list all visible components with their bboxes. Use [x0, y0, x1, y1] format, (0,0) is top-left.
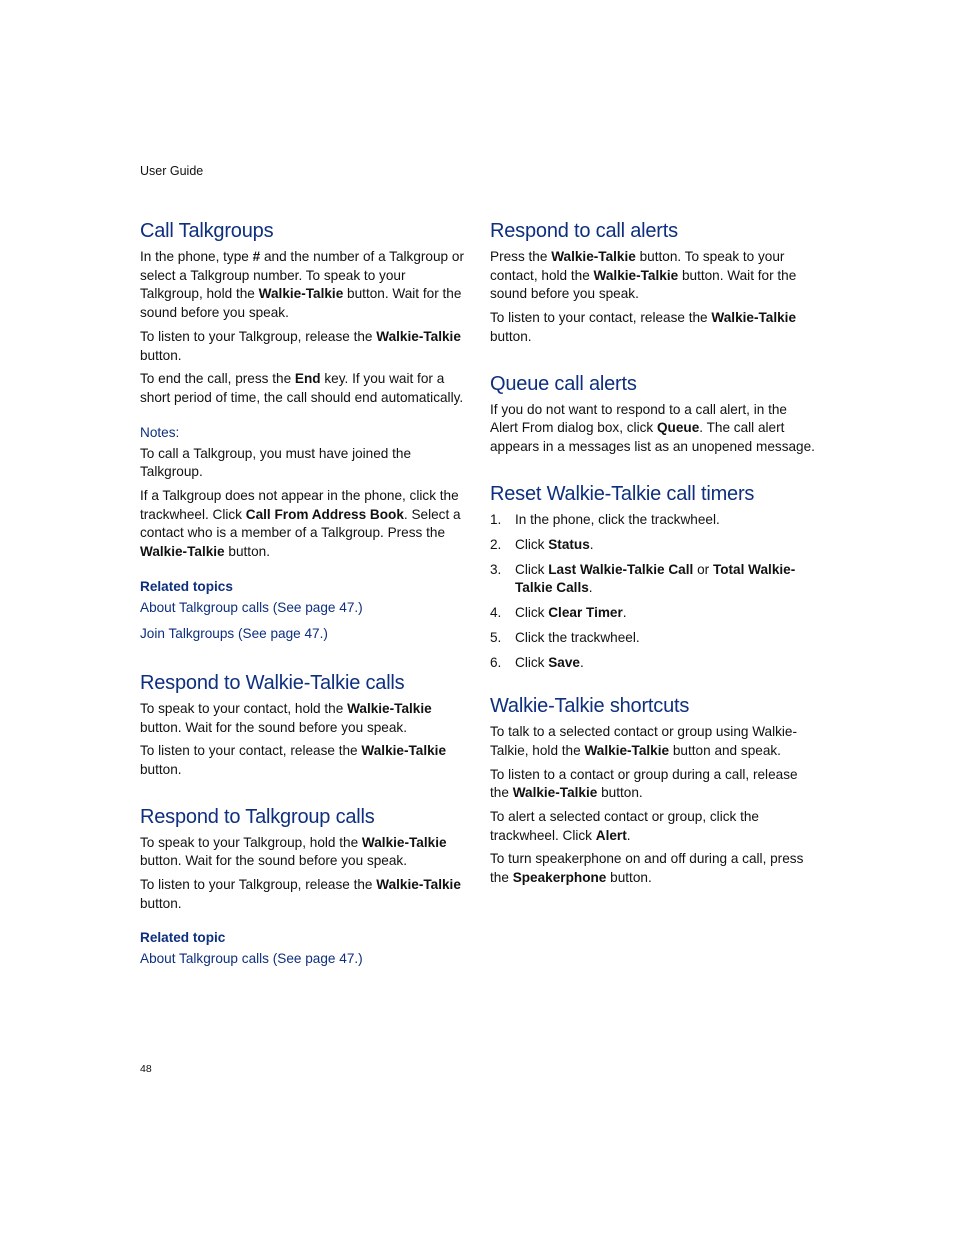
- paragraph: In the phone, type # and the number of a Talkgroup or select a Talkgroup number. To speak to your Talkgroup, hold the Walkie-Talkie button. Wait for the sound before you speak.: [140, 249, 464, 321]
- right-column: [490, 218, 816, 893]
- related-topic-heading: Related topic: [140, 930, 226, 946]
- paragraph: To end the call, press the End key. If you wait for a short period of time, the call should end automatically.: [140, 371, 464, 405]
- section-queue-call-alerts: [490, 371, 816, 457]
- section-call-talkgroups: [140, 218, 468, 643]
- paragraph: To listen to your contact, release the Walkie-Talkie button.: [140, 743, 447, 777]
- section-respond-call-alerts: [490, 218, 816, 347]
- paragraph: To listen to your Talkgroup, release the Walkie-Talkie button.: [140, 877, 461, 911]
- section-title: Respond to call alerts: [490, 220, 678, 242]
- list-item: 3. Click Last Walkie-Talkie Call or Total Walkie-Talkie Calls.: [490, 561, 796, 596]
- list-item: 2. Click Status.: [490, 536, 594, 552]
- section-title: Queue call alerts: [490, 372, 637, 395]
- related-topics-heading: Related topics: [140, 578, 233, 594]
- note: To call a Talkgroup, you must have joined the Talkgroup.: [140, 445, 412, 480]
- list-item: 6. Click Save.: [490, 655, 584, 671]
- link-about-talkgroup-calls[interactable]: About Talkgroup calls (See page 47.): [140, 599, 363, 615]
- steps-list: [490, 511, 816, 673]
- paragraph: To speak to your Talkgroup, hold the Walkie-Talkie button. Wait for the sound before you speak.: [140, 834, 447, 869]
- section-title: Reset Walkie-Talkie call timers: [490, 482, 755, 505]
- section-title: Walkie-Talkie shortcuts: [490, 695, 690, 718]
- paragraph: If you do not want to respond to a call alert, in the Alert From dialog box, click Queue. The call alert appears in a messages list as an unopened message.: [490, 401, 815, 454]
- paragraph: To turn speakerphone on and off during a call, press the Speakerphone button.: [490, 851, 804, 886]
- paragraph: To talk to a selected contact or group using Walkie-Talkie, hold the Walkie-Talkie button and speak.: [490, 724, 798, 758]
- running-header: User Guide: [140, 164, 204, 178]
- paragraph: To speak to your contact, hold the Walkie-Talkie button. Wait for the sound before you speak.: [140, 700, 432, 735]
- paragraph: To listen to your Talkgroup, release the Walkie-Talkie button.: [140, 328, 461, 363]
- section-title: Call Talkgroups: [140, 220, 274, 242]
- section-title: Respond to Walkie-Talkie calls: [140, 671, 405, 694]
- notes-heading: Notes:: [140, 424, 180, 440]
- note: If a Talkgroup does not appear in the phone, click the trackwheel. Click Call From Address Book. Select a contact who is a member of a Talkgroup. Press the Walkie-Talkie button.: [140, 488, 461, 560]
- section-reset-call-timers: [490, 481, 816, 673]
- left-column: [140, 218, 468, 976]
- paragraph: To listen to your contact, release the Walkie-Talkie button.: [490, 310, 797, 344]
- link-about-talkgroup-calls[interactable]: About Talkgroup calls (See page 47.): [140, 951, 363, 967]
- list-item: 4. Click Clear Timer.: [490, 605, 627, 621]
- section-walkie-talkie-shortcuts: [490, 693, 816, 888]
- paragraph: To listen to a contact or group during a call, release the Walkie-Talkie button.: [490, 766, 798, 801]
- list-item: 1. In the phone, click the trackwheel.: [490, 511, 720, 527]
- paragraph: To alert a selected contact or group, click the trackwheel. Click Alert.: [490, 808, 759, 843]
- link-join-talkgroups[interactable]: Join Talkgroups (See page 47.): [140, 625, 328, 641]
- section-respond-talkgroup-calls: [140, 804, 468, 969]
- paragraph: Press the Walkie-Talkie button. To speak to your contact, hold the Walkie-Talkie button. Wait for the sound before you speak.: [490, 249, 797, 302]
- list-item: 5. Click the trackwheel.: [490, 630, 640, 646]
- page-number: 48: [140, 1063, 152, 1075]
- section-respond-walkie-talkie-calls: [140, 670, 468, 780]
- section-title: Respond to Talkgroup calls: [140, 805, 375, 828]
